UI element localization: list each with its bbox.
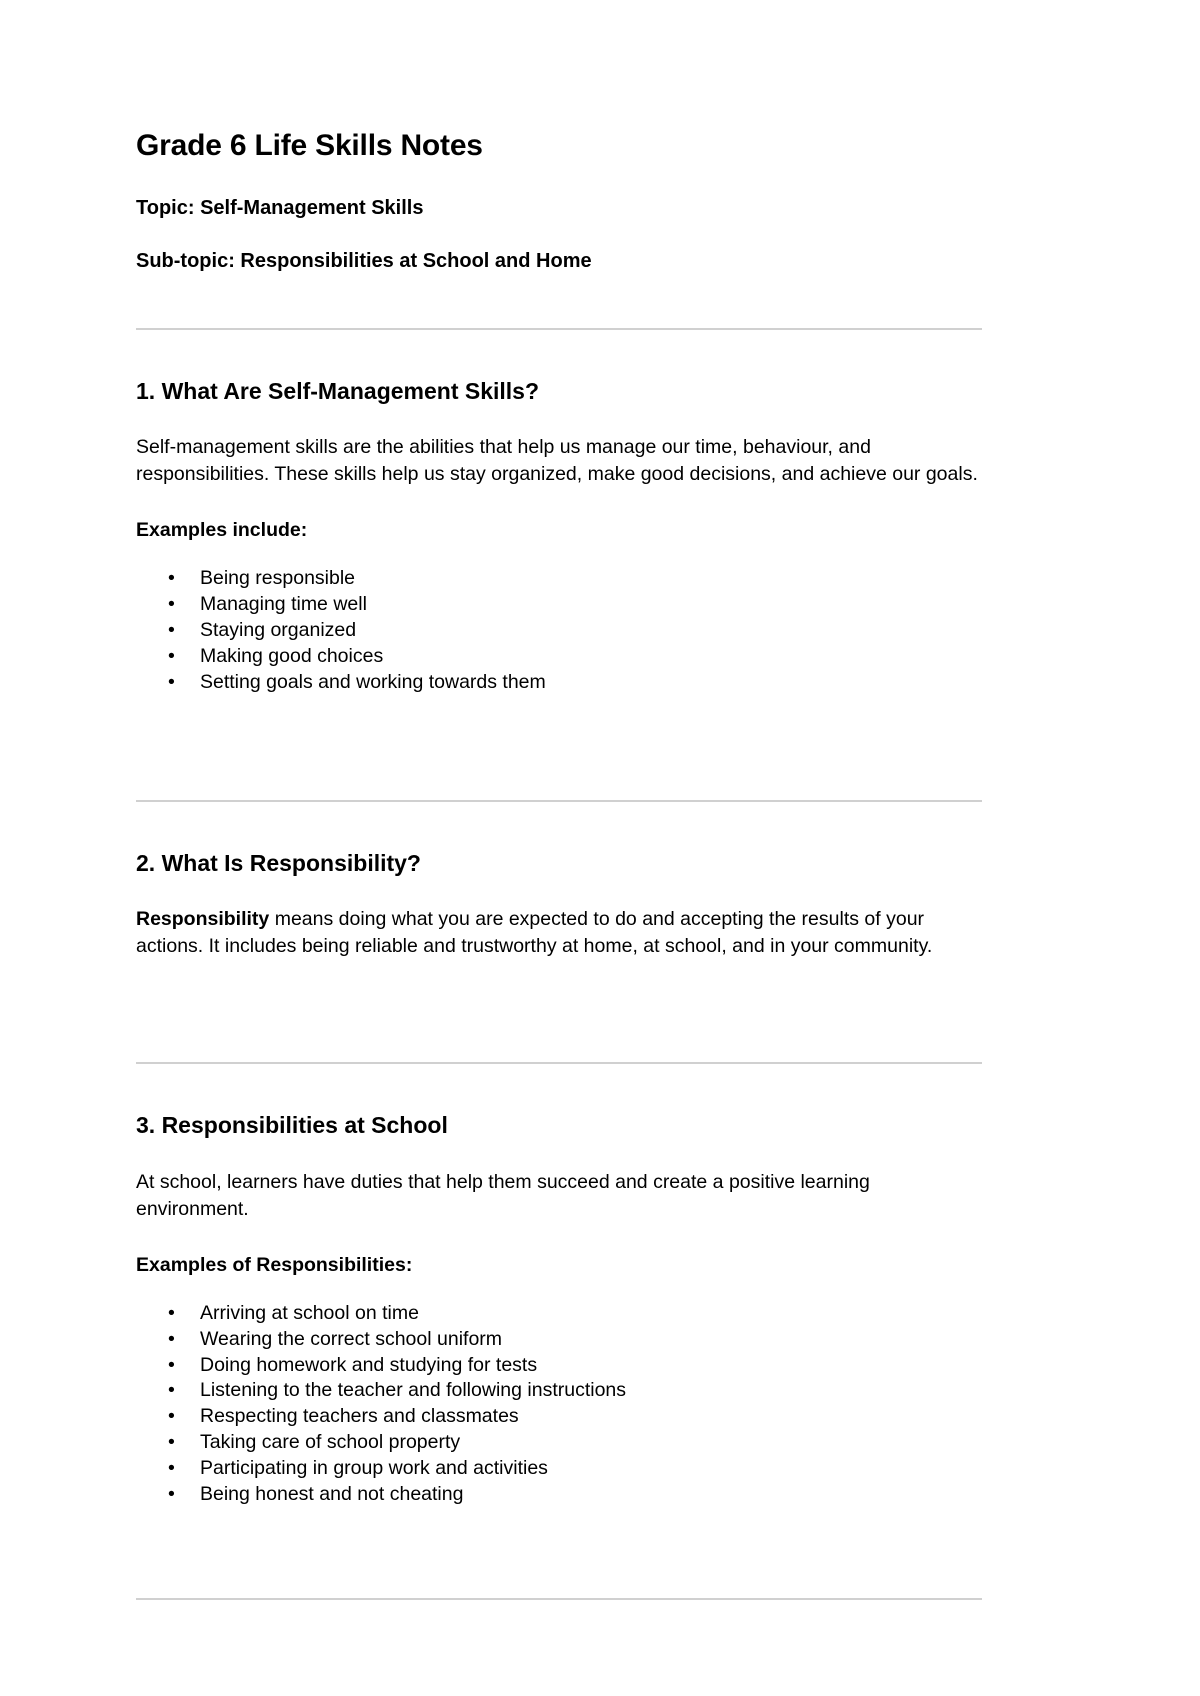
list-item [136,592,982,618]
list-item [136,1301,982,1327]
list-item-label: Wearing the correct school uniform [200,1327,503,1350]
bullet-icon: • [168,1431,175,1454]
bullet-icon: • [168,1353,175,1376]
list-item [136,1404,982,1430]
divider-bottom [136,1598,982,1600]
section-3-bullet-list [136,1301,982,1508]
list-item [136,566,982,592]
section-2-heading: 2. What Is Responsibility? [136,849,421,876]
list-item-label: Staying organized [200,618,357,641]
divider-top [136,328,982,330]
list-item [136,1456,982,1482]
bullet-icon: • [168,1379,175,1402]
section-2-paragraph-rest: means doing what you are expected to do and accepting the results of your actions. It includes being reliable and trustworthy at home, at school, and in your community. [136,908,933,958]
bullet-icon: • [168,670,175,693]
list-item [136,1327,982,1353]
list-item [136,644,982,670]
list-item-label: Listening to the teacher and following instructions [200,1379,627,1402]
list-item [136,1430,982,1456]
bullet-icon: • [168,592,175,615]
list-item [136,1482,982,1508]
section-3-lead-in: Examples of Responsibilities: [136,1253,413,1276]
page-title: Grade 6 Life Skills Notes [136,129,483,162]
list-item [136,1378,982,1404]
bullet-icon: • [168,644,175,667]
section-1-lead-in: Examples include: [136,519,308,542]
bullet-icon: • [168,1327,175,1350]
section-3-heading: 3. Responsibilities at School [136,1112,448,1139]
section-2-paragraph-bold-term: Responsibility [136,908,270,931]
list-item-label: Taking care of school property [200,1431,461,1454]
bullet-icon: • [168,1301,175,1324]
list-item-label: Arriving at school on time [200,1301,419,1324]
section-1-heading: 1. What Are Self-Management Skills? [136,377,540,404]
bullet-icon: • [168,618,175,641]
section-3-paragraph: At school, learners have duties that help them succeed and create a positive learning environment. [136,1170,870,1220]
bullet-icon: • [168,1457,175,1480]
section-1-bullet-list [136,566,982,696]
subtopic-line: Sub-topic: Responsibilities at School and Home [136,249,592,272]
section-2-paragraph [136,906,981,960]
list-item [136,1353,982,1379]
list-item [136,670,982,696]
list-item-label: Managing time well [200,592,367,615]
section-1-paragraph: Self-management skills are the abilities that help us manage our time, behaviour, and responsibilities. These skills help us stay organized, make good decisions, and achieve our goals. [136,436,978,486]
divider-section-1-2 [136,800,982,802]
divider-section-2-3 [136,1062,982,1064]
list-item-label: Doing homework and studying for tests [200,1353,538,1376]
section-responsibilities-at-school [136,1111,982,1544]
list-item-label: Setting goals and working towards them [200,670,546,693]
bullet-icon: • [168,567,175,590]
list-item [136,618,982,644]
list-item-label: Participating in group work and activities [200,1457,548,1480]
list-item-label: Being responsible [200,567,356,590]
bullet-icon: • [168,1405,175,1428]
list-item-label: Respecting teachers and classmates [200,1405,519,1428]
list-item-label: Making good choices [200,644,384,667]
section-self-management-skills [136,377,982,746]
list-item-label: Being honest and not cheating [200,1483,464,1506]
bullet-icon: • [168,1483,175,1506]
topic-line: Topic: Self-Management Skills [136,196,424,219]
section-what-is-responsibility [136,849,982,1009]
